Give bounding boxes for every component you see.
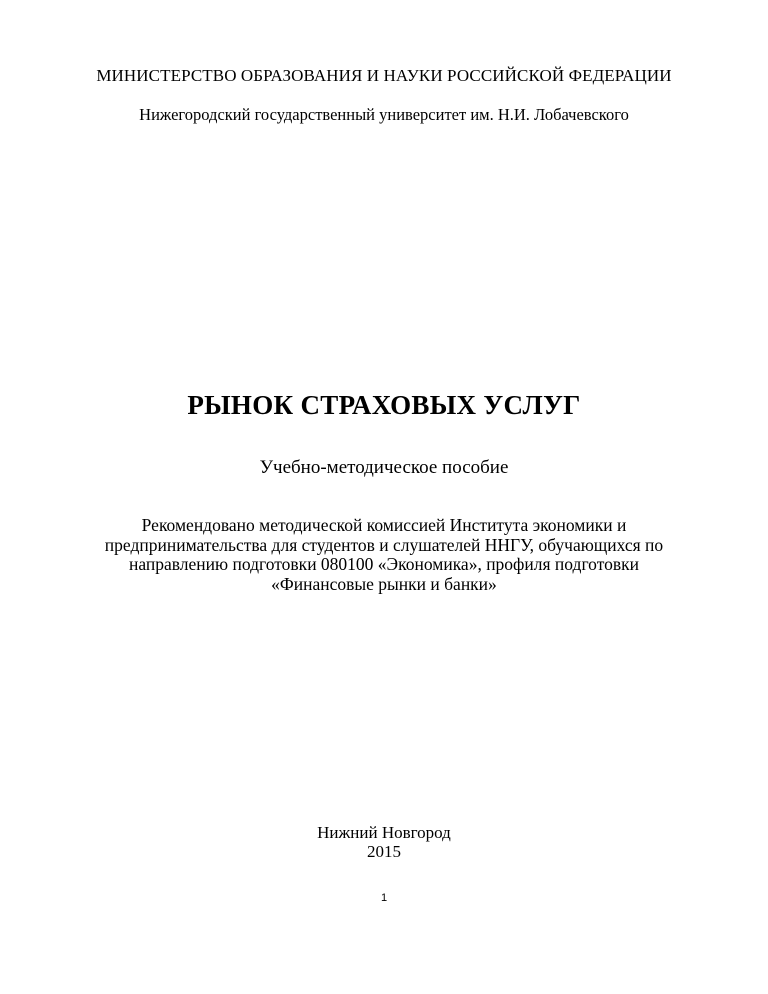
ministry-name: МИНИСТЕРСТВО ОБРАЗОВАНИЯ И НАУКИ РОССИЙСКОЙ ФЕДЕРАЦИИ xyxy=(96,66,672,85)
recommendation-line: предпринимательства для студентов и слушателей ННГУ, обучающихся по xyxy=(104,534,664,555)
recommendation-line: Рекомендовано методической комиссией Института экономики и xyxy=(141,515,627,535)
document-title: РЫНОК СТРАХОВЫХ УСЛУГ xyxy=(187,390,581,420)
recommendation-line: «Финансовые рынки и банки» xyxy=(271,573,497,594)
publication-city: Нижний Новгород xyxy=(317,823,451,842)
recommendation-line: направлению подготовки 080100 «Экономика», профиля подготовки xyxy=(128,554,639,574)
university-name: Нижегородский государственный университет им. Н.И. Лобачевского xyxy=(139,105,629,124)
document-subtitle: Учебно-методическое пособие xyxy=(259,457,509,478)
recommendation-text xyxy=(40,516,728,594)
publication-year: 2015 xyxy=(367,842,401,861)
page-number: 1 xyxy=(380,892,388,904)
